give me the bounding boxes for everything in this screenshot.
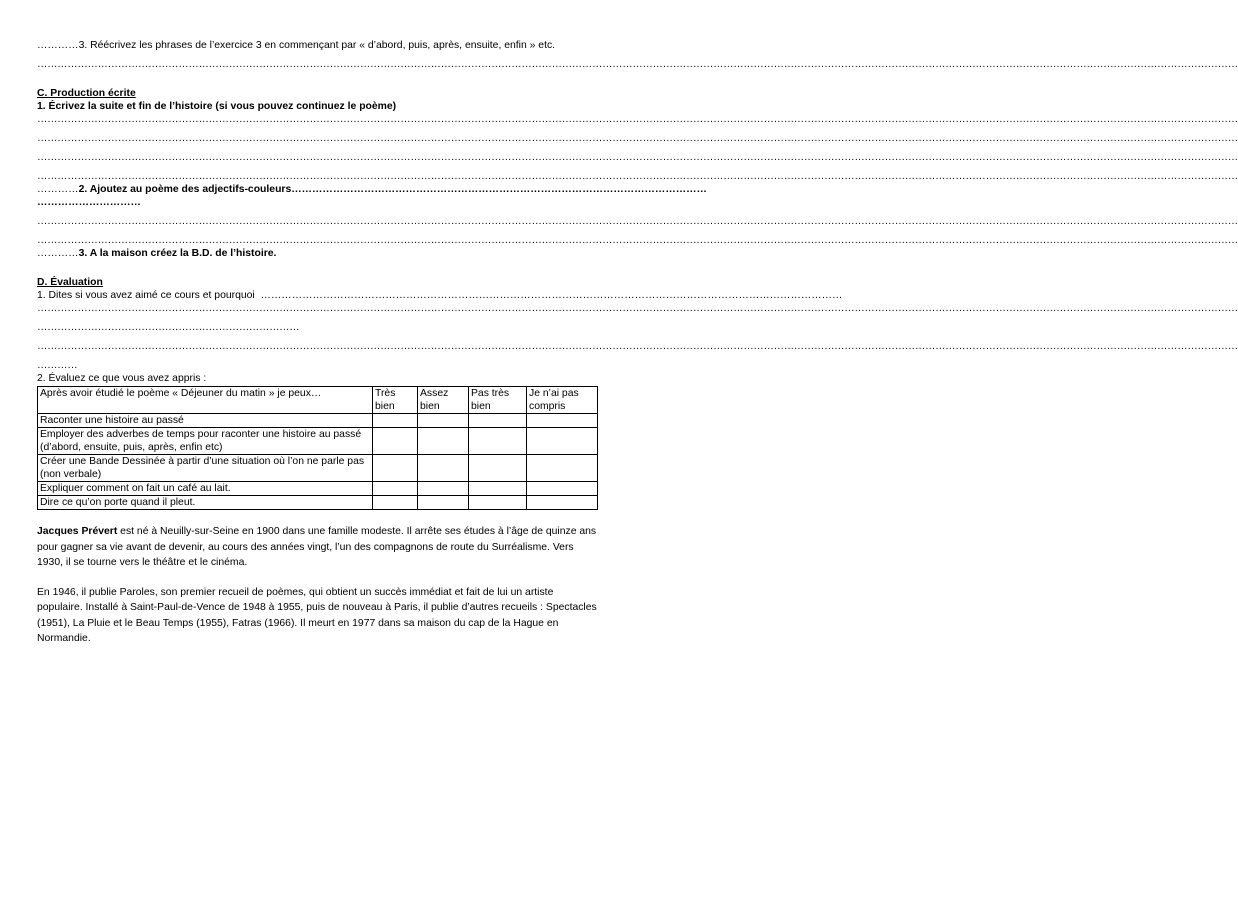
table-header-tres-bien: Très bien <box>373 387 418 414</box>
table-row <box>38 428 598 455</box>
rating-cell[interactable] <box>418 482 469 496</box>
table-row <box>38 496 598 510</box>
table-header-pas-compris: Je n’ai pas compris <box>527 387 598 414</box>
rating-cell[interactable] <box>418 414 469 428</box>
answer-line: …………………………………………………………………………………………………………………………………………………………………………………………………………………………………………………………………………………………………………………………… <box>37 114 1238 125</box>
answer-line: …………………………………………………………………………………………………………………………………………………………………………………………………………………………………………………………………………………………………………………………… <box>37 171 1238 182</box>
table-header-pas-tres-bien: Pas très bien <box>469 387 527 414</box>
rating-cell[interactable] <box>527 496 598 510</box>
rating-cell[interactable] <box>527 482 598 496</box>
answer-line: …………………………………………………………………………………………………………………………………………………………………………………………………………………………………………………………………………………………………………………………… <box>37 152 1238 163</box>
section-d-q2: 2. Évaluez ce que vous avez appris : <box>37 373 207 384</box>
table-row-skill: Employer des adverbes de temps pour raconter une histoire au passé (d’abord, ensuite, puis, après, enfin etc) <box>38 428 373 455</box>
section-c-q2: 2. Ajoutez au poème des adjectifs-couleurs <box>78 184 292 195</box>
table-row-skill: Raconter une histoire au passé <box>38 414 373 428</box>
rating-cell[interactable] <box>469 496 527 510</box>
rating-cell[interactable] <box>469 482 527 496</box>
section-c-q2-dots: ………………………………………………………………………………………………………… <box>291 184 707 195</box>
rating-cell[interactable] <box>373 482 418 496</box>
bio-paragraph-1 <box>37 524 597 571</box>
bio-name: Jacques Prévert <box>37 526 118 537</box>
answer-line: …………………………………………………………………………………………………………………………………………………………………………………………………………………………………………………………………………………………………………………………… <box>37 303 1238 314</box>
rating-cell[interactable] <box>527 428 598 455</box>
section-c-title: C. Production écrite <box>37 88 136 99</box>
section-c-q3-prefix: ………… <box>37 248 79 259</box>
exercise-b3-text: 3. Réécrivez les phrases de l’exercice 3 en commençant par « d’abord, puis, après, ensuite, enfin » etc. <box>78 40 556 51</box>
section-d-q1-dots: …………………………………………………………………………………………………………………………………………………… <box>260 290 843 301</box>
table-header-assez-bien: Assez bien <box>418 387 469 414</box>
table-row-skill: Créer une Bande Dessinée à partir d’une situation où l’on ne parle pas (non verbale) <box>38 455 373 482</box>
answer-line: …………………………………………………………………………………………………………………………………………………………………………………………………………………………………………………………………………………………………………………………… <box>37 59 1238 70</box>
table-row-skill: Expliquer comment on fait un café au lait. <box>38 482 373 496</box>
section-c-q2-cont: ………………………… <box>37 197 141 208</box>
answer-line: …………………………………………………………………………………………………………………………………………………………………………………………………………………………………………………………………………………………………………………………… <box>37 133 1238 144</box>
evaluation-table <box>37 386 598 510</box>
rating-cell[interactable] <box>418 455 469 482</box>
exercise-b3-line <box>37 39 597 52</box>
section-c-q3: 3. A la maison créez la B.D. de l’histoire. <box>78 248 277 259</box>
exercise-b3-prefix: ………… <box>37 40 79 51</box>
table-row <box>38 455 598 482</box>
answer-line: …………………………………………………………………………………………………………………………………………………………………………………………………………………………………………………………………………………………………………………………… <box>37 216 1238 227</box>
section-c-q1: 1. Écrivez la suite et fin de l’histoire (si vous pouvez continuez le poème) <box>37 101 397 112</box>
worksheet-page <box>37 39 1238 647</box>
bio-text-1: est né à Neuilly-sur-Seine en 1900 dans une famille modeste. Il arrête ses études à l’âge de quinze ans pour gagner sa vie avant de devenir, au cours des années vingt, l’un des compagnons de route du Surréalisme. Vers 1930, il se tourne vers le théâtre et le cinéma. <box>37 526 597 568</box>
table-header-row <box>38 387 598 414</box>
table-row-skill: Dire ce qu’on porte quand il pleut. <box>38 496 373 510</box>
section-d-q1: 1. Dites si vous avez aimé ce cours et pourquoi <box>37 290 255 301</box>
rating-cell[interactable] <box>418 496 469 510</box>
bio-paragraph-2: En 1946, il publie Paroles, son premier recueil de poèmes, qui obtient un succès immédiat et fait de lui un artiste populaire. Installé à Saint-Paul-de-Vence de 1948 à 1955, puis de nouveau à Paris, il publie d’autres recueils : Spectacles (1951), La Pluie et le Beau Temps (1955), Fatras (1966). Il meurt en 1977 dans sa maison du cap de la Hague en Normandie. <box>37 586 597 644</box>
rating-cell[interactable] <box>373 496 418 510</box>
rating-cell[interactable] <box>373 414 418 428</box>
rating-cell[interactable] <box>469 428 527 455</box>
section-c-q2-line <box>37 183 707 196</box>
answer-line-short: …………………………………………………………………… <box>37 322 300 333</box>
answer-line: …………………………………………………………………………………………………………………………………………………………………………………………………………………………………………………………………………………………………………………………… <box>37 235 1238 246</box>
section-c-q2-prefix: ………… <box>37 184 79 195</box>
rating-cell[interactable] <box>373 455 418 482</box>
section-d-title: D. Évaluation <box>37 277 103 288</box>
section-d-q1-line <box>37 289 843 302</box>
answer-line-tiny: ………… <box>37 360 78 371</box>
rating-cell[interactable] <box>469 414 527 428</box>
rating-cell[interactable] <box>527 455 598 482</box>
table-row <box>38 414 598 428</box>
rating-cell[interactable] <box>527 414 598 428</box>
table-row <box>38 482 598 496</box>
rating-cell[interactable] <box>469 455 527 482</box>
rating-cell[interactable] <box>418 428 469 455</box>
table-header-skill: Après avoir étudié le poème « Déjeuner du matin » je peux… <box>38 387 373 414</box>
section-c-q3-line <box>37 247 597 260</box>
rating-cell[interactable] <box>373 428 418 455</box>
answer-line: …………………………………………………………………………………………………………………………………………………………………………………………………………………………………………………………………………………………………………………………… <box>37 341 1238 352</box>
